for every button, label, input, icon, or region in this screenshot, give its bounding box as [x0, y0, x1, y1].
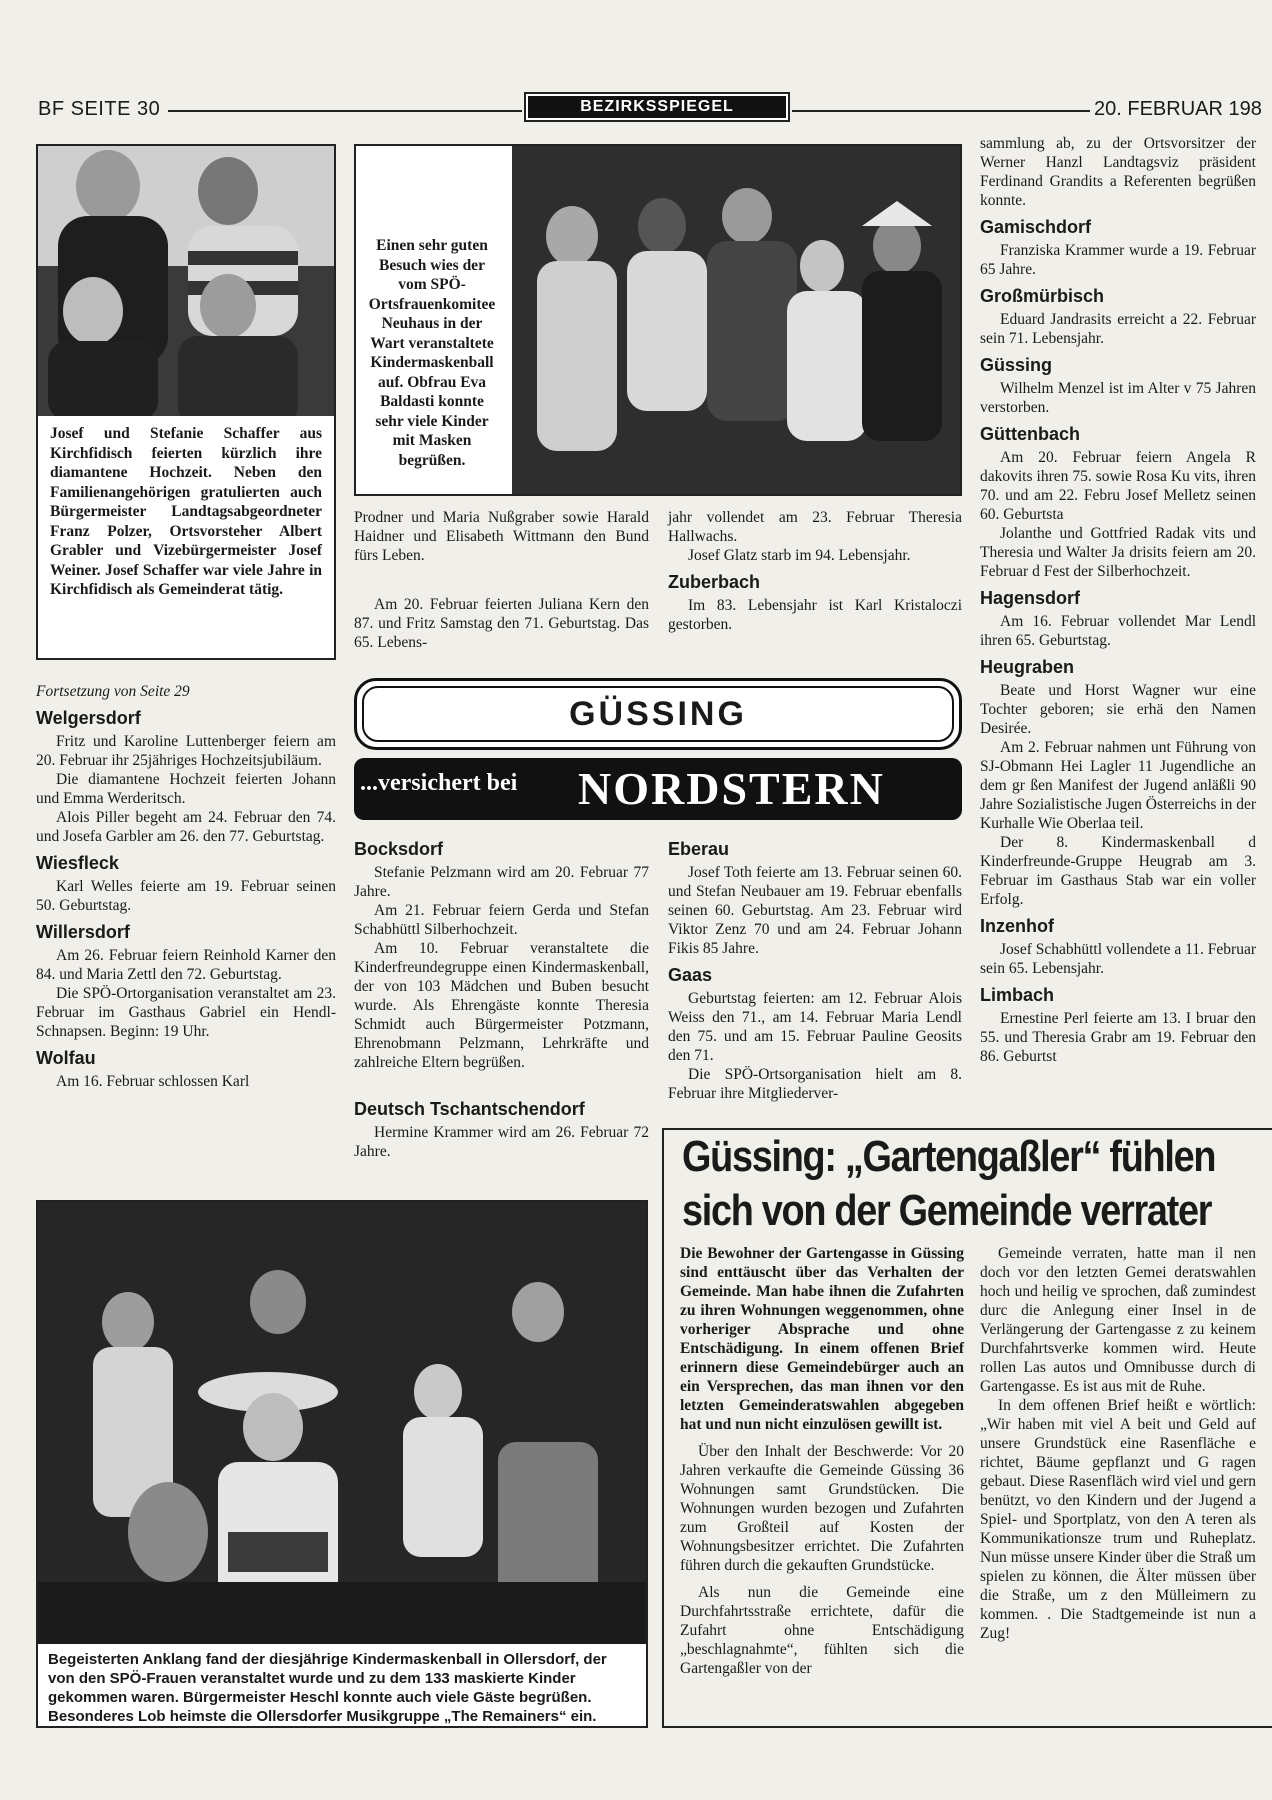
- feature-headline: [682, 1130, 1216, 1238]
- text-hagensdorf-1: Am 16. Februar vollendet Mar Lendl ihren 65. Geburtstag.: [980, 613, 1256, 649]
- column-left: [36, 682, 336, 1091]
- text-gamischdorf-1: Franziska Krammer wurde a 19. Februar 65 Jahre.: [980, 242, 1256, 278]
- continuation-note: Fortsetzung von Seite 29: [36, 683, 190, 700]
- feature-text-1: Über den Inhalt der Beschwerde: Vor 20 Jahren verkaufte die Gemeinde Güssing 36 Wohnungen samt Grundstücken. Die Wohnungen wurden bezogen und Zufahrten zum Großteil auf Kosten der Wohnungsbesitzer errichtet. Die Zufahrten führen durch die gekauften Grundstücke.: [680, 1443, 964, 1574]
- text-heugraben-2: Am 2. Februar nahmen unt Führung von SJ-Obmann Hei Lagler 11 Jugendliche an dem gr ßen Manifest der Jugend anläßli 90 Jahre Sozialistische Jugen Österreichs in der Kurhalle Wie Oberlaa teil.: [980, 739, 1256, 832]
- text-heugraben-1: Beate und Horst Wagner wur eine Tochter geboren; sie erhä den Namen Desirée.: [980, 682, 1256, 737]
- text-mid2-top-1: jahr vollendet am 23. Februar Theresia Hallwachs.: [668, 509, 962, 545]
- text-inzenhof-1: Josef Schabhüttl vollendete a 11. Februar sein 65. Lebensjahr.: [980, 941, 1256, 977]
- text-right-intro: sammlung ab, zu der Ortsvorsitzer der Werner Hanzl Landtagsviz präsident Ferdinand Grandits a Referenten begrüßen konnte.: [980, 135, 1256, 209]
- text-mid-top-1: Prodner und Maria Nußgraber sowie Harald Haidner und Elisabeth Wittmann den Bund fürs Leben.: [354, 509, 649, 564]
- heading-willersdorf: Willersdorf: [36, 922, 130, 942]
- text-mid2-top-2: Josef Glatz starb im 94. Lebensjahr.: [688, 547, 911, 564]
- ad-brand: NORDSTERN: [578, 763, 885, 814]
- heading-grossmuerbisch: Großmürbisch: [980, 286, 1105, 306]
- ad-slogan: ...versichert bei: [360, 770, 518, 796]
- text-guessing-1: Wilhelm Menzel ist im Alter v 75 Jahren verstorben.: [980, 380, 1256, 416]
- heading-inzenhof: Inzenhof: [980, 916, 1054, 936]
- text-heugraben-3: Der 8. Kindermaskenball d Kinderfreunde-Gruppe Heugrab am 3. Februar im Gasthaus Stab war ein voller Erfolg.: [980, 834, 1256, 908]
- column-mid2-bottom: [668, 832, 962, 1103]
- heading-gaas: Gaas: [668, 965, 713, 985]
- heading-deutsch-tschantschendorf: Deutsch Tschantschendorf: [354, 1099, 585, 1119]
- ad-location: GÜSSING: [362, 686, 954, 742]
- photo-box-couple: [36, 144, 336, 660]
- text-welgersdorf-1: Fritz und Karoline Luttenberger feiern am 20. Februar ihr 25jähriges Hochzeitsjubiläum.: [36, 733, 336, 769]
- text-mid-top-2: Am 20. Februar feierten Juliana Kern den 87. und Fritz Samstag den 71. Geburtstag. Das 65. Lebens-: [354, 596, 649, 651]
- heading-guettenbach: Güttenbach: [980, 424, 1081, 444]
- heading-wolfau: Wolfau: [36, 1048, 96, 1068]
- feature-lead: Die Bewohner der Gartengasse in Güssing sind enttäuscht über das Verhalten der Gemeinde. Man habe ihnen die Zufahrten zu ihren Wohnungen weggenommen, ohne vorheriger Absprache und ohne Entschädigung. In einem offenen Brief erinnern diese Gemeindebürger auch an ein Versprechen, das man ihnen vor den letzten Gemeinderatswahlen abgegeben hat und nun nicht einzulösen gewillt ist.: [680, 1245, 964, 1433]
- photo-box-ollersdorf: [36, 1200, 648, 1728]
- heading-wiesfleck: Wiesfleck: [36, 853, 119, 873]
- photo-ollersdorf-caption: Begeisterten Anklang fand der diesjährige Kindermaskenball in Ollersdorf, der von den SPÖ-Frauen veranstaltet wurde und zu dem 133 maskierte Kinder gekommen waren. Bürgermeister Heschl konnte auch viele Gäste begrüßen. Besonderes Lob heimste die Ollersdorfer Musikgruppe „The Remainers“ ein.: [48, 1651, 607, 1725]
- header-rule-left: [168, 110, 522, 112]
- column-mid2-top: [668, 508, 962, 634]
- text-deutsch-tschantschendorf-1: Hermine Krammer wird am 26. Februar 72 Jahre.: [354, 1124, 649, 1160]
- feature-column-2: [980, 1244, 1256, 1643]
- feature-text-2: Als nun die Gemeinde eine Durchfahrtsstraße errichtete, dafür die Zufahrt ohne Entschädigung „beschlagnahmte“, fühlten sich die Gartengaßler von der: [680, 1584, 964, 1677]
- column-mid-top: [354, 508, 649, 652]
- text-welgersdorf-2: Die diamantene Hochzeit feierten Johann und Emma Werderitsch.: [36, 771, 336, 807]
- text-bocksdorf-2: Am 21. Februar feiern Gerda und Stefan Schabhüttl Silberhochzeit.: [354, 902, 649, 938]
- heading-guessing: Güssing: [980, 355, 1053, 375]
- text-bocksdorf-3: Am 10. Februar veranstaltete die Kinderfreundegruppe einen Kindermaskenball, der von 103 Mädchen und Buben besucht wurde. Als Ehrengäste konnte Theresia Schmidt auch Bürgermeister Potzmann, Ehrenobmann Pelzmann, Lehrkräfte und zahlreiche Eltern begrüßen.: [354, 940, 649, 1071]
- heading-zuberbach: Zuberbach: [668, 572, 761, 592]
- issue-date: 20. FEBRUAR 198: [1094, 98, 1262, 120]
- text-guettenbach-1: Am 20. Februar feiern Angela R dakovits ihren 75. sowie Rosa Ku vits, ihren 70. und am 22. Febru Josef Melletz seinen 60. Geburtsta: [980, 449, 1256, 523]
- text-willersdorf-1: Am 26. Februar feiern Reinhold Karner den 84. und Maria Zettl den 72. Geburtstag.: [36, 947, 336, 983]
- text-zuberbach-1: Im 83. Lebensjahr ist Karl Kristaloczi gestorben.: [668, 597, 962, 633]
- heading-limbach: Limbach: [980, 985, 1055, 1005]
- text-welgersdorf-3: Alois Piller begeht am 24. Februar den 74. und Josefa Garbler am 26. den 77. Geburtstag.: [36, 809, 336, 845]
- feature-headline-line1: Güssing: „Gartengaßler“ fühlen: [682, 1132, 1216, 1181]
- text-gaas-1: Geburtstag feierten: am 12. Februar Alois Weiss den 71., am 14. Februar Maria Lendl den 75. und am 15. Februar Pauline Geosits den 71.: [668, 990, 962, 1064]
- section-label: BEZIRKSSPIEGEL: [528, 96, 786, 118]
- text-willersdorf-2: Die SPÖ-Ortorganisation veranstaltet am 23. Februar im Gasthaus Gabriel ein Hendl-Schnapsen. Beginn: 19 Uhr.: [36, 985, 336, 1040]
- photo-couple: [38, 146, 334, 416]
- photo-couple-caption: Josef und Stefanie Schaffer aus Kirchfidisch feierten kürzlich ihre diamantene Hochzeit. Neben den Familienangehörigen gratulierten auch Bürgermeister Landtagsabgeordneter Franz Polzer, Ortsvorsteher Albert Grabler und Vizebürgermeister Josef Weiner. Josef Schaffer war viele Jahre in Kirchfidisch als Gemeinderat tätig.: [50, 425, 322, 598]
- text-eberau-1: Josef Toth feierte am 13. Februar seinen 60. und Stefan Neubauer am 19. Februar ebenfalls seinen 60. Geburtstag. Am 23. Februar wird Viktor Zenz 70 und am 24. Februar Johann Fikis 85 Jahre.: [668, 864, 962, 957]
- feature-text-4: In dem offenen Brief heißt e wörtlich: „Wir haben mit viel A beit und Geld auf unsere Grundstück eine Rasenfläche e richtet, Bäume gepflanzt und G ragen gebaut. Diese Rasenfläch wird viel und gern benützt, vo den Kindern und der Jugend a Spiel- und Sportplatz, von den A teren als Kommunikationsze trum und Ruheplatz. Nun müsse unsere Kinder über die Straß um spielen zu können, die Älter müssen über die Straße, um z den Mülleimern zu kommen. . Die Stadtgemeinde ist nun a Zug!: [980, 1397, 1256, 1642]
- text-bocksdorf-1: Stefanie Pelzmann wird am 20. Februar 77 Jahre.: [354, 864, 649, 900]
- heading-gamischdorf: Gamischdorf: [980, 217, 1092, 237]
- heading-heugraben: Heugraben: [980, 657, 1075, 677]
- feature-column-1: [680, 1244, 964, 1678]
- photo-ollersdorf: [38, 1202, 646, 1644]
- heading-welgersdorf: Welgersdorf: [36, 708, 141, 728]
- feature-headline-line2: sich von der Gemeinde verrater: [682, 1186, 1212, 1235]
- heading-bocksdorf: Bocksdorf: [354, 839, 444, 859]
- text-wiesfleck-1: Karl Welles feierte am 19. Februar seinen 50. Geburtstag.: [36, 878, 336, 914]
- section-label-box: [524, 92, 790, 122]
- column-mid-bottom: [354, 832, 649, 1161]
- heading-eberau: Eberau: [668, 839, 730, 859]
- text-gaas-2: Die SPÖ-Ortsorganisation hielt am 8. Februar ihre Mitgliederver-: [668, 1066, 962, 1102]
- heading-hagensdorf: Hagensdorf: [980, 588, 1081, 608]
- column-right: [980, 134, 1256, 1066]
- text-guettenbach-2: Jolanthe und Gottfried Radak vits und Theresia und Walter Ja drisits feiern am 20. Februar d Fest der Silberhochzeit.: [980, 525, 1256, 580]
- header-rule-right: [792, 110, 1090, 112]
- feature-text-3: Gemeinde verraten, hatte man il nen doch vor den letzten Gemei deratswahlen hoch und heilig ve sprochen, daß zumindest durc die Anlegung einer Insel in de Verlängerung der Gartengasse z zu keinem Durchfahrtsverke kommen wird. Heute rollen Las autos und Omnibusse durch di Gartengasse. Es ist aus mit de Ruhe.: [980, 1245, 1256, 1395]
- text-wolfau-1: Am 16. Februar schlossen Karl: [56, 1073, 250, 1090]
- text-grossmuerbisch-1: Eduard Jandrasits erreicht a 22. Februar sein 71. Lebensjahr.: [980, 311, 1256, 347]
- photo-neuhaus-caption: Einen sehr guten Besuch wies der vom SPÖ-Ortsfrauenkomitee Neuhaus in der Wart veranstaltete Kindermaskenball auf. Obfrau Eva Baldasti konnte sehr viele Kinder mit Masken begrüßen.: [368, 237, 496, 469]
- page-number: BF SEITE 30: [38, 98, 161, 120]
- ad-banner-top: [354, 678, 962, 750]
- text-limbach-1: Ernestine Perl feierte am 13. I bruar den 55. und Theresia Grabr am 19. Februar den 86. Geburtst: [980, 1010, 1256, 1065]
- photo-neuhaus: [512, 146, 960, 494]
